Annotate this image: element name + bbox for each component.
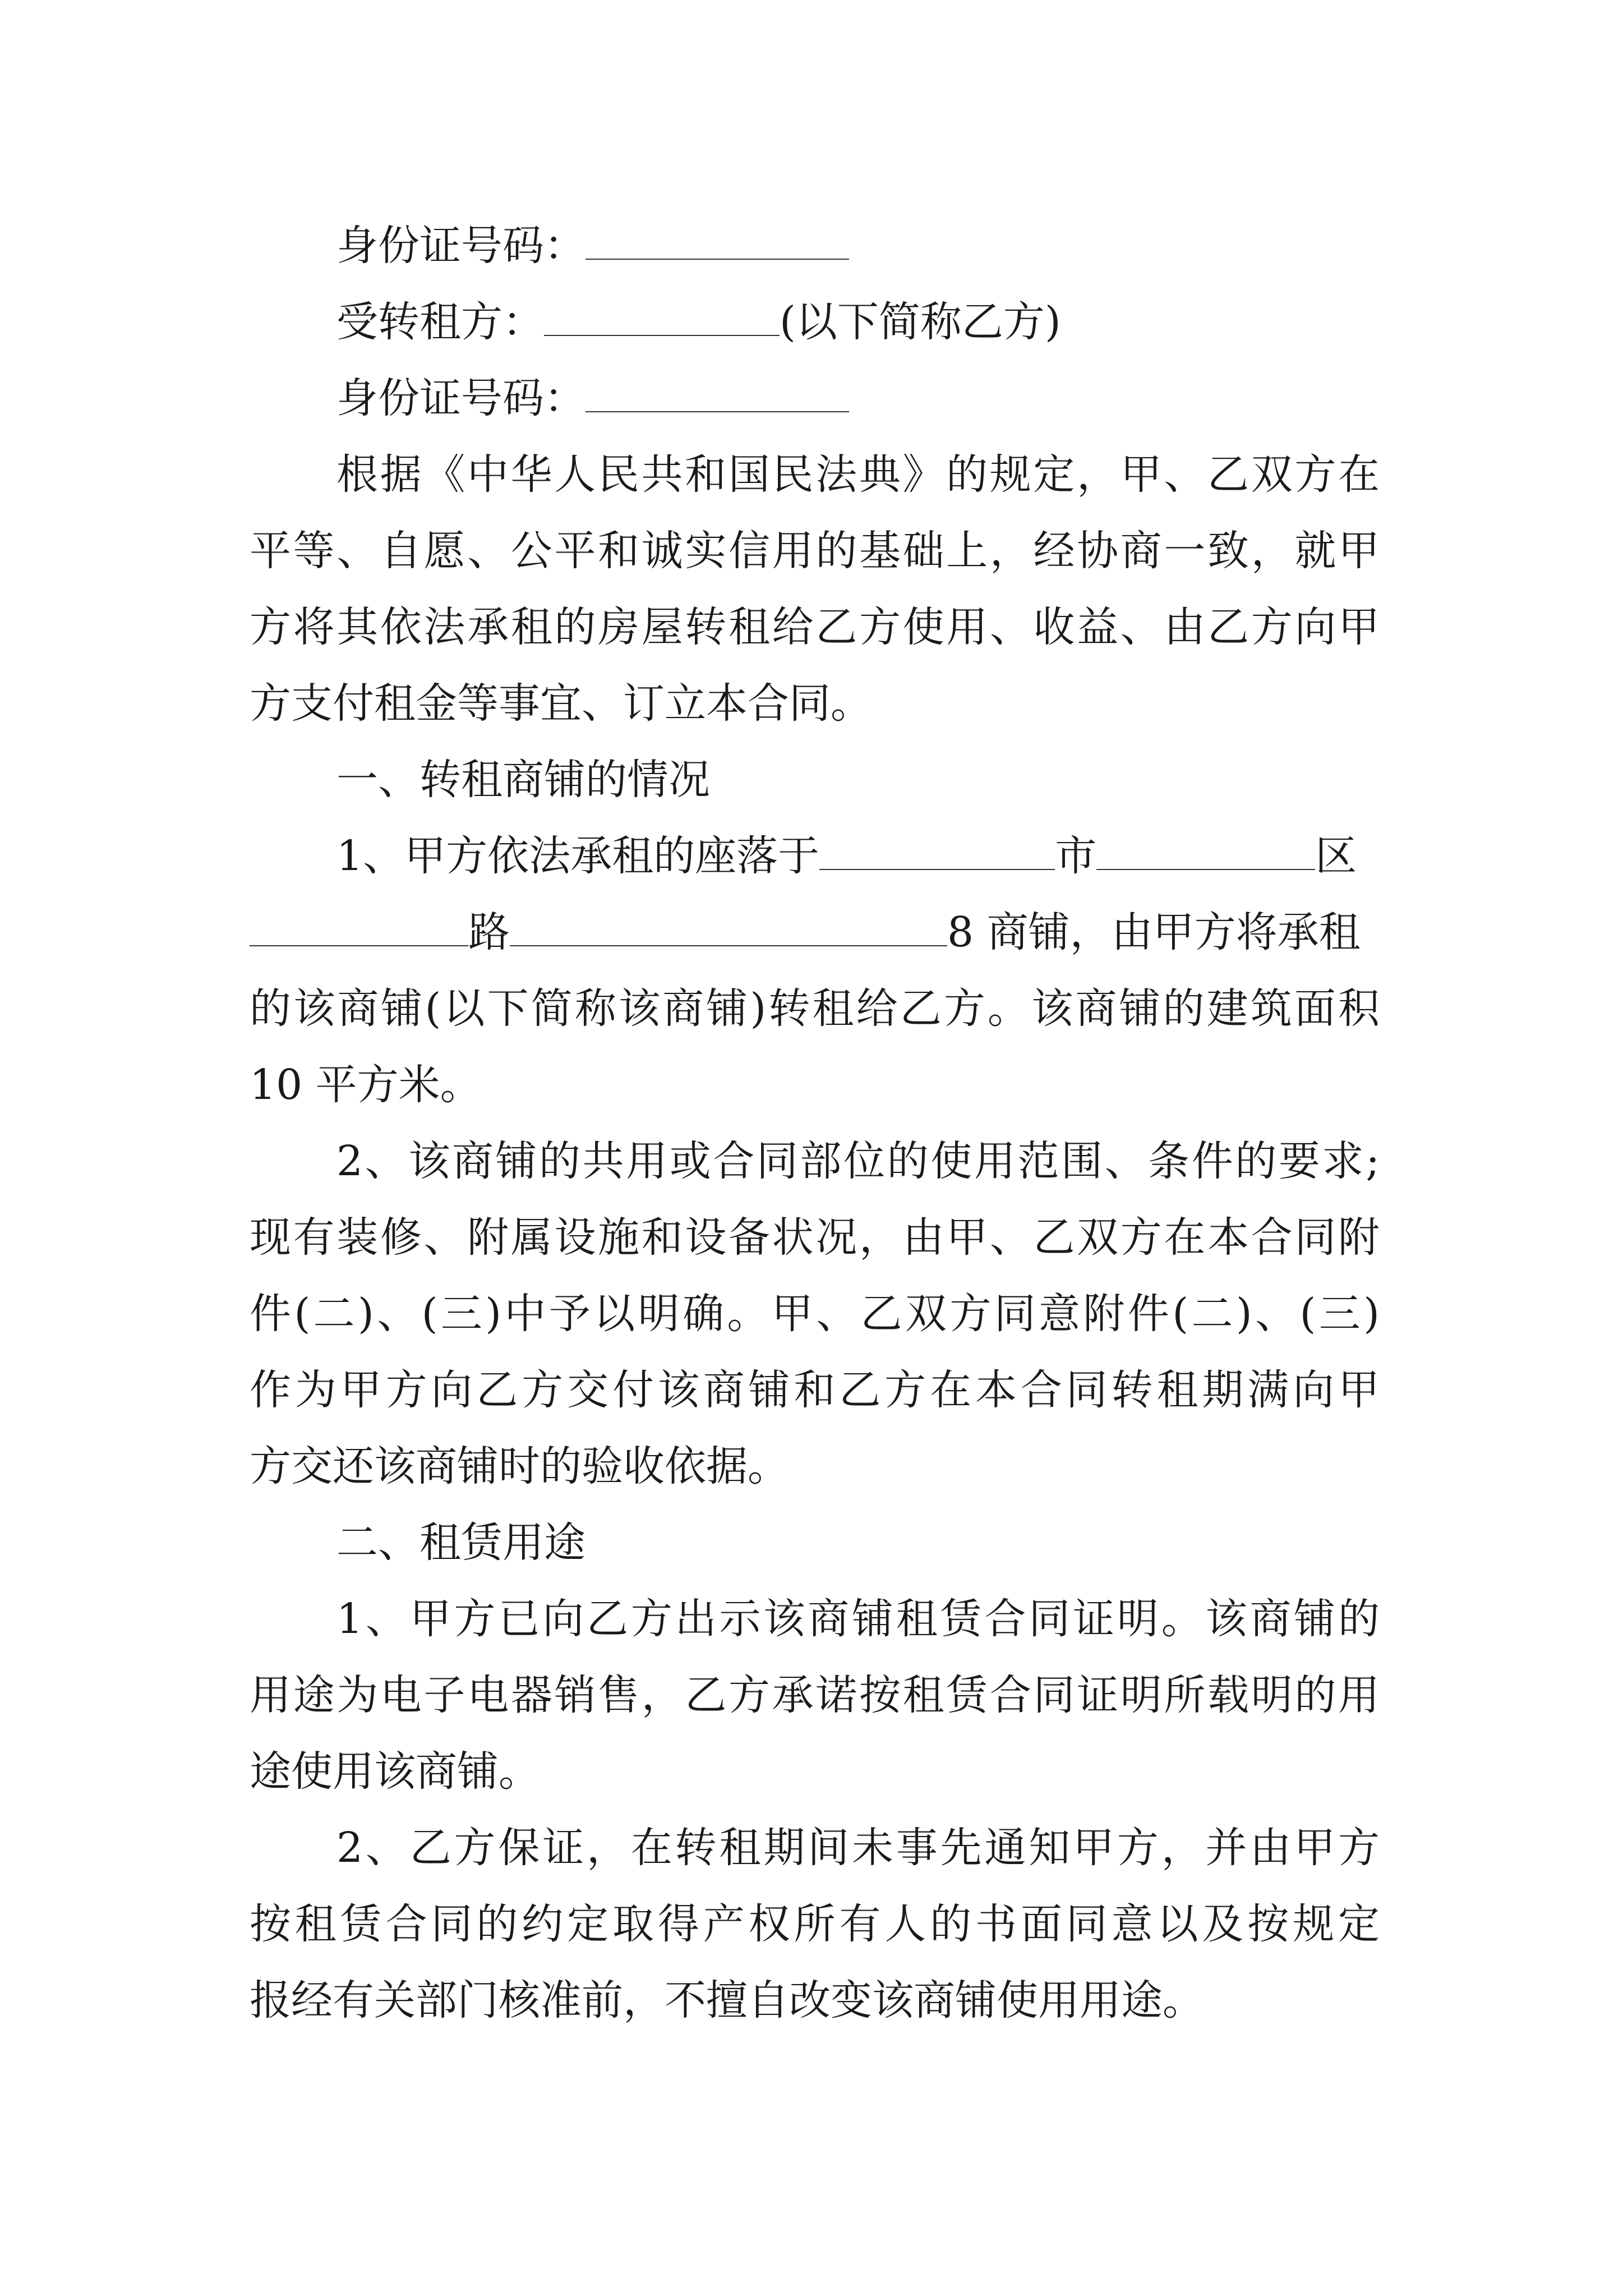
id-number-blank xyxy=(585,372,849,412)
id-number-label: 身份证号码： xyxy=(336,222,585,270)
paragraph-line: 用途为电子电器销售，乙方承诺按租赁合同证明所载明的用 xyxy=(250,1671,1380,1719)
paragraph-line: 件(二)、(三)中予以明确。甲、乙双方同意附件(二)、(三) xyxy=(250,1290,1380,1338)
intro-line: 根据《中华人民共和国民法典》的规定，甲、乙双方在 xyxy=(336,450,1380,499)
city-label: 市 xyxy=(1055,832,1097,880)
sublessee-suffix: (以下简称乙方) xyxy=(780,298,1061,346)
intro-line: 平等、自愿、公平和诚实信用的基础上，经协商一致，就甲 xyxy=(250,527,1380,575)
paragraph-line: 作为甲方向乙方交付该商铺和乙方在本合同转租期满向甲 xyxy=(250,1366,1380,1414)
paragraph-line: 报经有关部门核准前，不擅自改变该商铺使用用途。 xyxy=(250,1976,1204,2024)
section1-item1-line2 xyxy=(250,905,1361,959)
paragraph-line: 现有装修、附属设施和设备状况，由甲、乙双方在本合同附 xyxy=(250,1213,1380,1262)
road-blank xyxy=(510,906,947,946)
paragraph-line: 2、该商铺的共用或合同部位的使用范围、条件的要求; xyxy=(336,1137,1380,1185)
id-number-field-1 xyxy=(336,219,849,273)
id-number-field-2 xyxy=(336,371,849,425)
sublessee-label: 受转租方： xyxy=(336,298,544,346)
section1-item1-line1 xyxy=(336,829,1357,883)
city-blank xyxy=(819,830,1055,870)
paragraph-line: 按租赁合同的约定取得产权所有人的书面同意以及按规定 xyxy=(250,1900,1380,1948)
paragraph-line: 途使用该商铺。 xyxy=(250,1747,540,1796)
id-number-blank xyxy=(585,219,849,260)
road-prefix-blank xyxy=(250,906,468,946)
sublessee-field xyxy=(336,295,1061,349)
id-number-label: 身份证号码： xyxy=(336,374,585,422)
road-label: 路 xyxy=(468,908,510,956)
section-heading: 二、租赁用途 xyxy=(336,1519,585,1567)
paragraph-line: 的该商铺(以下简称该商铺)转租给乙方。该商铺的建筑面积 xyxy=(250,984,1380,1033)
paragraph-text: 1、甲方依法承租的座落于 xyxy=(336,832,820,880)
paragraph-line: 方交还该商铺时的验收依据。 xyxy=(250,1442,789,1490)
paragraph-line: 10 平方米。 xyxy=(250,1061,482,1109)
paragraph-line: 1、甲方已向乙方出示该商铺租赁合同证明。该商铺的 xyxy=(336,1595,1380,1643)
district-label: 区 xyxy=(1315,832,1357,880)
district-blank xyxy=(1096,830,1315,870)
section-heading: 一、转租商铺的情况 xyxy=(336,756,710,804)
intro-line: 方将其依法承租的房屋转租给乙方使用、收益、由乙方向甲 xyxy=(250,603,1380,651)
paragraph-line: 2、乙方保证，在转租期间未事先通知甲方，并由甲方 xyxy=(336,1824,1380,1872)
sublessee-blank xyxy=(544,296,780,336)
paragraph-text: 8 商铺，由甲方将承租 xyxy=(947,908,1361,956)
intro-line: 方支付租金等事宜、订立本合同。 xyxy=(250,679,872,728)
